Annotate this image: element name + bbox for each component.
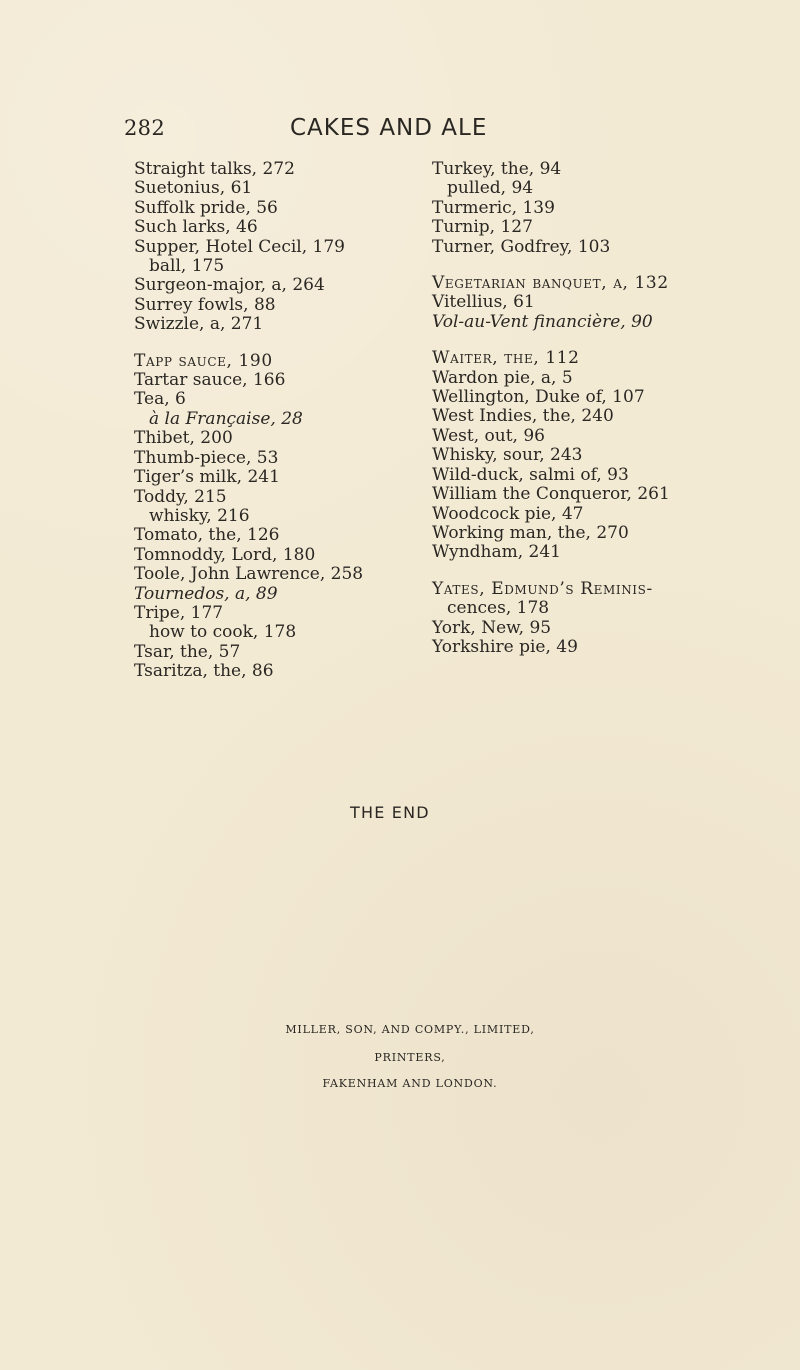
index-entry: Tartar sauce, 166 xyxy=(134,370,286,391)
index-entry: Tsaritza, the, 86 xyxy=(134,661,274,682)
left-index-column xyxy=(134,160,454,682)
index-entry: Yorkshire pie, 49 xyxy=(432,636,578,657)
printer-imprint-line: MILLER, SON, AND COMPY., LIMITED, xyxy=(285,1023,535,1036)
index-entry: Thibet, 200 xyxy=(134,428,233,449)
index-turnover: cences, 178 xyxy=(447,598,550,619)
index-entry: Turkey, the, 94 xyxy=(432,159,562,179)
index-entry: York, New, 95 xyxy=(432,617,552,638)
index-entry: Tea, 6 xyxy=(134,389,186,410)
index-entry: Tapp sauce, 190 xyxy=(134,350,273,371)
index-entry: Surgeon-major, a, 264 xyxy=(134,275,325,296)
index-entry: Tiger’s milk, 241 xyxy=(134,467,280,488)
index-entry: Turnip, 127 xyxy=(432,217,533,238)
index-entry: Swizzle, a, 271 xyxy=(134,314,264,335)
running-head: CAKES AND ALE xyxy=(290,115,488,141)
index-entry: Suffolk pride, 56 xyxy=(134,197,278,218)
v-index-block xyxy=(432,274,707,332)
index-entry: Tripe, 177 xyxy=(134,602,224,623)
index-entry: Such larks, 46 xyxy=(134,217,258,238)
index-entry: Suetonius, 61 xyxy=(134,178,253,199)
index-entry: West Indies, the, 240 xyxy=(432,406,614,427)
right-index-column xyxy=(432,160,707,657)
index-entry: Whisky, sour, 243 xyxy=(432,445,583,466)
index-subentry: pulled, 94 xyxy=(447,178,534,199)
index-entry: Woodcock pie, 47 xyxy=(432,503,584,524)
w-index-block xyxy=(432,349,707,562)
index-subentry: à la Française, 28 xyxy=(149,408,303,429)
index-entry: Surrey fowls, 88 xyxy=(134,294,276,315)
index-entry: Thumb-piece, 53 xyxy=(134,447,279,468)
index-entry: Tsar, the, 57 xyxy=(134,641,241,662)
s-index-block xyxy=(134,160,454,335)
index-entry: Yates, Edmund’s Reminis- xyxy=(432,578,653,599)
index-subentry: how to cook, 178 xyxy=(149,622,297,643)
index-entry: Vol-au-Vent financière, 90 xyxy=(432,311,653,332)
index-entry: Tournedos, a, 89 xyxy=(134,583,278,604)
index-entry: Wellington, Duke of, 107 xyxy=(432,387,645,408)
index-entry: Toole, John Lawrence, 258 xyxy=(134,564,364,585)
page-header xyxy=(124,114,672,142)
y-index-block xyxy=(432,580,707,658)
index-entry: Working man, the, 270 xyxy=(432,522,629,543)
index-entry: Tomato, the, 126 xyxy=(134,525,280,546)
index-entry: Toddy, 215 xyxy=(134,486,227,507)
printer-imprint-line: PRINTERS, xyxy=(374,1051,446,1064)
index-entry: Wild-duck, salmi of, 93 xyxy=(432,464,629,485)
page-number: 282 xyxy=(124,116,165,140)
index-entry: Tomnoddy, Lord, 180 xyxy=(134,544,316,565)
index-subentry: whisky, 216 xyxy=(149,505,250,526)
index-entry: William the Conqueror, 261 xyxy=(432,484,670,505)
index-entry: Wardon pie, a, 5 xyxy=(432,367,573,388)
printer-imprint-line: FAKENHAM AND LONDON. xyxy=(322,1077,498,1090)
index-subentry: ball, 175 xyxy=(149,256,225,277)
t-index-block xyxy=(134,352,454,682)
t-continued-index-block xyxy=(432,160,707,257)
index-entry: West, out, 96 xyxy=(432,425,545,446)
index-entry: Wyndham, 241 xyxy=(432,542,561,563)
index-entry: Turner, Godfrey, 103 xyxy=(432,236,611,257)
index-entry: Waiter, the, 112 xyxy=(432,348,580,369)
index-entry: Vitellius, 61 xyxy=(432,292,535,313)
the-end-heading: THE END xyxy=(350,803,430,822)
index-entry: Straight talks, 272 xyxy=(134,159,295,179)
index-entry: Vegetarian banquet, a, 132 xyxy=(432,273,669,294)
index-entry: Supper, Hotel Cecil, 179 xyxy=(134,236,345,257)
index-entry: Turmeric, 139 xyxy=(432,197,555,218)
